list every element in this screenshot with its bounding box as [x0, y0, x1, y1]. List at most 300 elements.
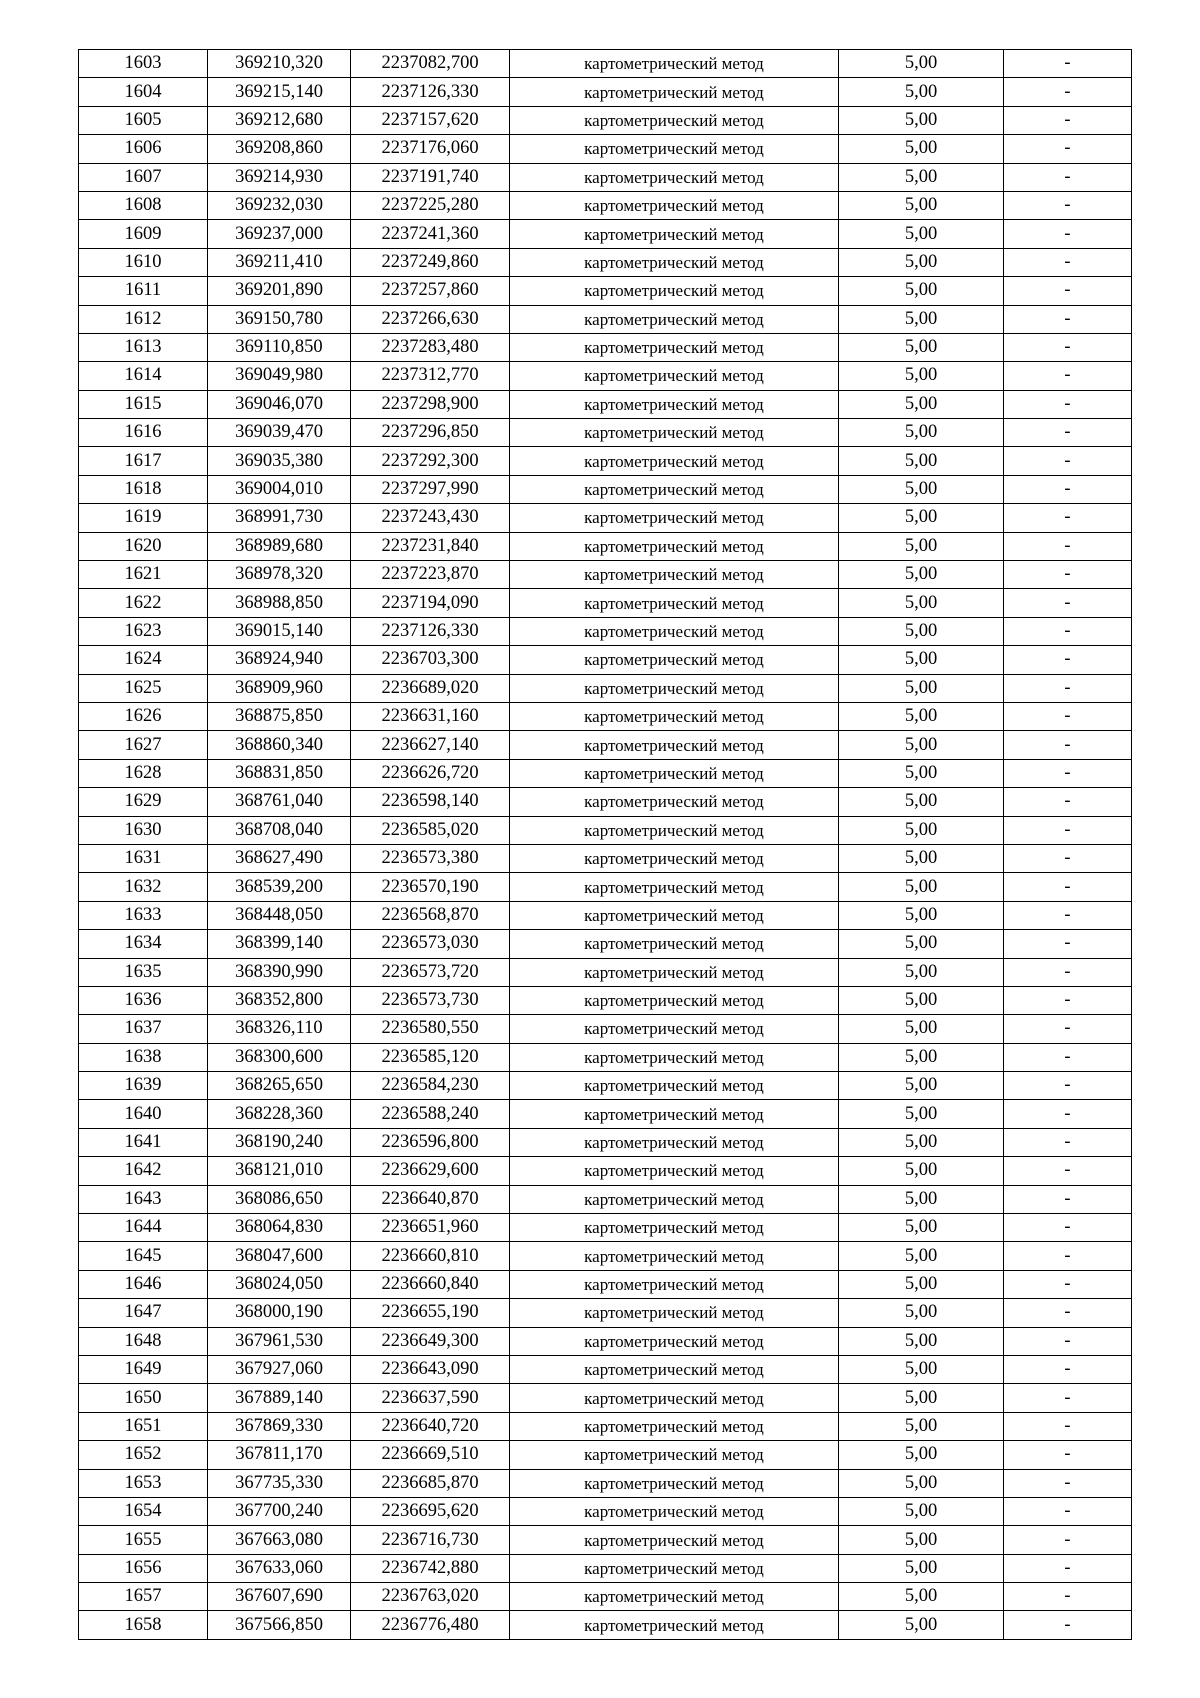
point-number-cell: 1645: [79, 1242, 208, 1270]
table-row: [79, 390, 1132, 418]
accuracy-cell: 5,00: [839, 1015, 1004, 1043]
accuracy-cell: 5,00: [839, 248, 1004, 276]
accuracy-cell: 5,00: [839, 1185, 1004, 1213]
x-coordinate-cell: 367889,140: [208, 1384, 351, 1412]
accuracy-cell: 5,00: [839, 901, 1004, 929]
table-row: [79, 1214, 1132, 1242]
accuracy-cell: 5,00: [839, 1157, 1004, 1185]
point-number-cell: 1633: [79, 901, 208, 929]
x-coordinate-cell: 368924,940: [208, 646, 351, 674]
table-row: [79, 1526, 1132, 1554]
accuracy-cell: 5,00: [839, 759, 1004, 787]
point-number-cell: 1632: [79, 873, 208, 901]
table-row: [79, 1270, 1132, 1298]
accuracy-cell: 5,00: [839, 986, 1004, 1014]
point-number-cell: 1607: [79, 163, 208, 191]
table-row: [79, 589, 1132, 617]
y-coordinate-cell: 2237249,860: [351, 248, 510, 276]
method-cell: картометрический метод: [510, 1185, 839, 1213]
point-number-cell: 1636: [79, 986, 208, 1014]
method-cell: картометрический метод: [510, 220, 839, 248]
point-number-cell: 1628: [79, 759, 208, 787]
y-coordinate-cell: 2237157,620: [351, 106, 510, 134]
point-number-cell: 1614: [79, 362, 208, 390]
method-cell: картометрический метод: [510, 674, 839, 702]
description-cell: -: [1004, 390, 1132, 418]
point-number-cell: 1646: [79, 1270, 208, 1298]
y-coordinate-cell: 2237266,630: [351, 305, 510, 333]
x-coordinate-cell: 368989,680: [208, 532, 351, 560]
method-cell: картометрический метод: [510, 617, 839, 645]
accuracy-cell: 5,00: [839, 1128, 1004, 1156]
description-cell: -: [1004, 277, 1132, 305]
y-coordinate-cell: 2236570,190: [351, 873, 510, 901]
description-cell: -: [1004, 674, 1132, 702]
method-cell: картометрический метод: [510, 986, 839, 1014]
x-coordinate-cell: 369208,860: [208, 135, 351, 163]
x-coordinate-cell: 369215,140: [208, 78, 351, 106]
x-coordinate-cell: 369004,010: [208, 475, 351, 503]
accuracy-cell: 5,00: [839, 220, 1004, 248]
description-cell: -: [1004, 305, 1132, 333]
method-cell: картометрический метод: [510, 788, 839, 816]
y-coordinate-cell: 2236660,810: [351, 1242, 510, 1270]
y-coordinate-cell: 2236627,140: [351, 731, 510, 759]
description-cell: -: [1004, 1355, 1132, 1383]
accuracy-cell: 5,00: [839, 958, 1004, 986]
table-row: [79, 1015, 1132, 1043]
x-coordinate-cell: 368448,050: [208, 901, 351, 929]
description-cell: -: [1004, 702, 1132, 730]
y-coordinate-cell: 2236637,590: [351, 1384, 510, 1412]
accuracy-cell: 5,00: [839, 1583, 1004, 1611]
method-cell: картометрический метод: [510, 532, 839, 560]
table-row: [79, 844, 1132, 872]
y-coordinate-cell: 2236573,380: [351, 844, 510, 872]
y-coordinate-cell: 2237292,300: [351, 447, 510, 475]
point-number-cell: 1644: [79, 1214, 208, 1242]
y-coordinate-cell: 2237225,280: [351, 191, 510, 219]
x-coordinate-cell: 368064,830: [208, 1214, 351, 1242]
table-row: [79, 1384, 1132, 1412]
method-cell: картометрический метод: [510, 333, 839, 361]
description-cell: -: [1004, 1412, 1132, 1440]
x-coordinate-cell: 368300,600: [208, 1043, 351, 1071]
method-cell: картометрический метод: [510, 362, 839, 390]
table-row: [79, 135, 1132, 163]
description-cell: -: [1004, 532, 1132, 560]
point-number-cell: 1658: [79, 1611, 208, 1639]
description-cell: -: [1004, 986, 1132, 1014]
accuracy-cell: 5,00: [839, 475, 1004, 503]
description-cell: -: [1004, 901, 1132, 929]
y-coordinate-cell: 2236660,840: [351, 1270, 510, 1298]
table-row: [79, 731, 1132, 759]
description-cell: -: [1004, 561, 1132, 589]
y-coordinate-cell: 2236640,720: [351, 1412, 510, 1440]
method-cell: картометрический метод: [510, 504, 839, 532]
description-cell: -: [1004, 1299, 1132, 1327]
y-coordinate-cell: 2236584,230: [351, 1072, 510, 1100]
method-cell: картометрический метод: [510, 873, 839, 901]
point-number-cell: 1608: [79, 191, 208, 219]
description-cell: -: [1004, 504, 1132, 532]
method-cell: картометрический метод: [510, 1526, 839, 1554]
table-row: [79, 1554, 1132, 1582]
method-cell: картометрический метод: [510, 1412, 839, 1440]
point-number-cell: 1629: [79, 788, 208, 816]
accuracy-cell: 5,00: [839, 816, 1004, 844]
y-coordinate-cell: 2236742,880: [351, 1554, 510, 1582]
accuracy-cell: 5,00: [839, 1214, 1004, 1242]
x-coordinate-cell: 368399,140: [208, 930, 351, 958]
x-coordinate-cell: 368000,190: [208, 1299, 351, 1327]
method-cell: картометрический метод: [510, 1299, 839, 1327]
y-coordinate-cell: 2236763,020: [351, 1583, 510, 1611]
accuracy-cell: 5,00: [839, 873, 1004, 901]
accuracy-cell: 5,00: [839, 646, 1004, 674]
accuracy-cell: 5,00: [839, 1100, 1004, 1128]
accuracy-cell: 5,00: [839, 674, 1004, 702]
point-number-cell: 1655: [79, 1526, 208, 1554]
table-row: [79, 1327, 1132, 1355]
point-number-cell: 1652: [79, 1441, 208, 1469]
description-cell: -: [1004, 958, 1132, 986]
accuracy-cell: 5,00: [839, 702, 1004, 730]
y-coordinate-cell: 2236631,160: [351, 702, 510, 730]
method-cell: картометрический метод: [510, 1441, 839, 1469]
accuracy-cell: 5,00: [839, 731, 1004, 759]
method-cell: картометрический метод: [510, 930, 839, 958]
y-coordinate-cell: 2237296,850: [351, 419, 510, 447]
point-number-cell: 1639: [79, 1072, 208, 1100]
method-cell: картометрический метод: [510, 1072, 839, 1100]
accuracy-cell: 5,00: [839, 532, 1004, 560]
x-coordinate-cell: 368831,850: [208, 759, 351, 787]
x-coordinate-cell: 369049,980: [208, 362, 351, 390]
description-cell: -: [1004, 362, 1132, 390]
y-coordinate-cell: 2236568,870: [351, 901, 510, 929]
x-coordinate-cell: 368024,050: [208, 1270, 351, 1298]
x-coordinate-cell: 367961,530: [208, 1327, 351, 1355]
accuracy-cell: 5,00: [839, 930, 1004, 958]
point-number-cell: 1609: [79, 220, 208, 248]
method-cell: картометрический метод: [510, 475, 839, 503]
point-number-cell: 1606: [79, 135, 208, 163]
accuracy-cell: 5,00: [839, 788, 1004, 816]
point-number-cell: 1610: [79, 248, 208, 276]
point-number-cell: 1611: [79, 277, 208, 305]
description-cell: -: [1004, 447, 1132, 475]
table-row: [79, 759, 1132, 787]
point-number-cell: 1638: [79, 1043, 208, 1071]
y-coordinate-cell: 2236716,730: [351, 1526, 510, 1554]
description-cell: -: [1004, 788, 1132, 816]
accuracy-cell: 5,00: [839, 617, 1004, 645]
x-coordinate-cell: 369211,410: [208, 248, 351, 276]
x-coordinate-cell: 368761,040: [208, 788, 351, 816]
point-number-cell: 1621: [79, 561, 208, 589]
y-coordinate-cell: 2236598,140: [351, 788, 510, 816]
method-cell: картометрический метод: [510, 248, 839, 276]
table-row: [79, 1412, 1132, 1440]
accuracy-cell: 5,00: [839, 844, 1004, 872]
description-cell: -: [1004, 873, 1132, 901]
method-cell: картометрический метод: [510, 1583, 839, 1611]
coordinates-table: [78, 49, 1132, 1640]
table-row: [79, 1497, 1132, 1525]
accuracy-cell: 5,00: [839, 1327, 1004, 1355]
accuracy-cell: 5,00: [839, 447, 1004, 475]
x-coordinate-cell: 369110,850: [208, 333, 351, 361]
table-row: [79, 561, 1132, 589]
point-number-cell: 1653: [79, 1469, 208, 1497]
point-number-cell: 1656: [79, 1554, 208, 1582]
y-coordinate-cell: 2236669,510: [351, 1441, 510, 1469]
description-cell: -: [1004, 248, 1132, 276]
description-cell: -: [1004, 1327, 1132, 1355]
table-row: [79, 504, 1132, 532]
point-number-cell: 1634: [79, 930, 208, 958]
y-coordinate-cell: 2236649,300: [351, 1327, 510, 1355]
y-coordinate-cell: 2236585,120: [351, 1043, 510, 1071]
point-number-cell: 1615: [79, 390, 208, 418]
table-row: [79, 305, 1132, 333]
table-row: [79, 1157, 1132, 1185]
y-coordinate-cell: 2236573,030: [351, 930, 510, 958]
method-cell: картометрический метод: [510, 1355, 839, 1383]
y-coordinate-cell: 2236651,960: [351, 1214, 510, 1242]
x-coordinate-cell: 369150,780: [208, 305, 351, 333]
method-cell: картометрический метод: [510, 78, 839, 106]
accuracy-cell: 5,00: [839, 1043, 1004, 1071]
description-cell: -: [1004, 731, 1132, 759]
accuracy-cell: 5,00: [839, 305, 1004, 333]
description-cell: -: [1004, 1214, 1132, 1242]
table-body: [79, 50, 1132, 1640]
accuracy-cell: 5,00: [839, 1384, 1004, 1412]
x-coordinate-cell: 367735,330: [208, 1469, 351, 1497]
description-cell: -: [1004, 1100, 1132, 1128]
method-cell: картометрический метод: [510, 1611, 839, 1639]
accuracy-cell: 5,00: [839, 362, 1004, 390]
method-cell: картометрический метод: [510, 844, 839, 872]
table-row: [79, 1355, 1132, 1383]
x-coordinate-cell: 368047,600: [208, 1242, 351, 1270]
x-coordinate-cell: 367700,240: [208, 1497, 351, 1525]
accuracy-cell: 5,00: [839, 333, 1004, 361]
method-cell: картометрический метод: [510, 163, 839, 191]
method-cell: картометрический метод: [510, 1100, 839, 1128]
method-cell: картометрический метод: [510, 958, 839, 986]
accuracy-cell: 5,00: [839, 504, 1004, 532]
method-cell: картометрический метод: [510, 561, 839, 589]
x-coordinate-cell: 368991,730: [208, 504, 351, 532]
method-cell: картометрический метод: [510, 1128, 839, 1156]
y-coordinate-cell: 2237194,090: [351, 589, 510, 617]
x-coordinate-cell: 367633,060: [208, 1554, 351, 1582]
x-coordinate-cell: 367566,850: [208, 1611, 351, 1639]
table-row: [79, 646, 1132, 674]
point-number-cell: 1651: [79, 1412, 208, 1440]
x-coordinate-cell: 368121,010: [208, 1157, 351, 1185]
method-cell: картометрический метод: [510, 1497, 839, 1525]
table-row: [79, 1469, 1132, 1497]
y-coordinate-cell: 2237223,870: [351, 561, 510, 589]
point-number-cell: 1624: [79, 646, 208, 674]
description-cell: -: [1004, 1242, 1132, 1270]
method-cell: картометрический метод: [510, 731, 839, 759]
table-row: [79, 191, 1132, 219]
method-cell: картометрический метод: [510, 1015, 839, 1043]
accuracy-cell: 5,00: [839, 1412, 1004, 1440]
accuracy-cell: 5,00: [839, 1270, 1004, 1298]
description-cell: -: [1004, 1554, 1132, 1582]
description-cell: -: [1004, 475, 1132, 503]
point-number-cell: 1650: [79, 1384, 208, 1412]
method-cell: картометрический метод: [510, 1214, 839, 1242]
method-cell: картометрический метод: [510, 589, 839, 617]
y-coordinate-cell: 2236640,870: [351, 1185, 510, 1213]
x-coordinate-cell: 367663,080: [208, 1526, 351, 1554]
description-cell: -: [1004, 220, 1132, 248]
description-cell: -: [1004, 419, 1132, 447]
table-row: [79, 1185, 1132, 1213]
accuracy-cell: 5,00: [839, 561, 1004, 589]
description-cell: -: [1004, 78, 1132, 106]
description-cell: -: [1004, 50, 1132, 78]
point-number-cell: 1657: [79, 1583, 208, 1611]
method-cell: картометрический метод: [510, 135, 839, 163]
point-number-cell: 1648: [79, 1327, 208, 1355]
table-row: [79, 106, 1132, 134]
x-coordinate-cell: 367927,060: [208, 1355, 351, 1383]
description-cell: -: [1004, 1185, 1132, 1213]
table-row: [79, 1441, 1132, 1469]
point-number-cell: 1630: [79, 816, 208, 844]
description-cell: -: [1004, 333, 1132, 361]
point-number-cell: 1637: [79, 1015, 208, 1043]
description-cell: -: [1004, 1043, 1132, 1071]
description-cell: -: [1004, 1497, 1132, 1525]
x-coordinate-cell: 368988,850: [208, 589, 351, 617]
method-cell: картометрический метод: [510, 646, 839, 674]
y-coordinate-cell: 2237297,990: [351, 475, 510, 503]
y-coordinate-cell: 2237191,740: [351, 163, 510, 191]
table-row: [79, 248, 1132, 276]
x-coordinate-cell: 367607,690: [208, 1583, 351, 1611]
description-cell: -: [1004, 1270, 1132, 1298]
method-cell: картометрический метод: [510, 1270, 839, 1298]
x-coordinate-cell: 367811,170: [208, 1441, 351, 1469]
table-row: [79, 532, 1132, 560]
accuracy-cell: 5,00: [839, 191, 1004, 219]
description-cell: -: [1004, 163, 1132, 191]
x-coordinate-cell: 368627,490: [208, 844, 351, 872]
table-row: [79, 419, 1132, 447]
y-coordinate-cell: 2237176,060: [351, 135, 510, 163]
description-cell: -: [1004, 844, 1132, 872]
table-row: [79, 447, 1132, 475]
point-number-cell: 1635: [79, 958, 208, 986]
description-cell: -: [1004, 646, 1132, 674]
x-coordinate-cell: 369237,000: [208, 220, 351, 248]
method-cell: картометрический метод: [510, 419, 839, 447]
x-coordinate-cell: 367869,330: [208, 1412, 351, 1440]
table-row: [79, 873, 1132, 901]
y-coordinate-cell: 2237082,700: [351, 50, 510, 78]
y-coordinate-cell: 2236585,020: [351, 816, 510, 844]
table-row: [79, 901, 1132, 929]
description-cell: -: [1004, 930, 1132, 958]
point-number-cell: 1649: [79, 1355, 208, 1383]
description-cell: -: [1004, 1469, 1132, 1497]
method-cell: картометрический метод: [510, 305, 839, 333]
point-number-cell: 1603: [79, 50, 208, 78]
y-coordinate-cell: 2236629,600: [351, 1157, 510, 1185]
method-cell: картометрический метод: [510, 1554, 839, 1582]
point-number-cell: 1640: [79, 1100, 208, 1128]
x-coordinate-cell: 368539,200: [208, 873, 351, 901]
table-row: [79, 1299, 1132, 1327]
method-cell: картометрический метод: [510, 759, 839, 787]
accuracy-cell: 5,00: [839, 1526, 1004, 1554]
x-coordinate-cell: 368708,040: [208, 816, 351, 844]
method-cell: картометрический метод: [510, 106, 839, 134]
point-number-cell: 1617: [79, 447, 208, 475]
accuracy-cell: 5,00: [839, 1072, 1004, 1100]
method-cell: картометрический метод: [510, 191, 839, 219]
y-coordinate-cell: 2236588,240: [351, 1100, 510, 1128]
y-coordinate-cell: 2236695,620: [351, 1497, 510, 1525]
x-coordinate-cell: 368860,340: [208, 731, 351, 759]
table-row: [79, 163, 1132, 191]
x-coordinate-cell: 369015,140: [208, 617, 351, 645]
x-coordinate-cell: 369046,070: [208, 390, 351, 418]
accuracy-cell: 5,00: [839, 390, 1004, 418]
accuracy-cell: 5,00: [839, 1242, 1004, 1270]
x-coordinate-cell: 368978,320: [208, 561, 351, 589]
point-number-cell: 1620: [79, 532, 208, 560]
x-coordinate-cell: 369039,470: [208, 419, 351, 447]
method-cell: картометрический метод: [510, 1157, 839, 1185]
point-number-cell: 1654: [79, 1497, 208, 1525]
x-coordinate-cell: 368326,110: [208, 1015, 351, 1043]
y-coordinate-cell: 2236689,020: [351, 674, 510, 702]
y-coordinate-cell: 2237126,330: [351, 78, 510, 106]
accuracy-cell: 5,00: [839, 106, 1004, 134]
y-coordinate-cell: 2236573,720: [351, 958, 510, 986]
description-cell: -: [1004, 1015, 1132, 1043]
table-row: [79, 986, 1132, 1014]
point-number-cell: 1642: [79, 1157, 208, 1185]
y-coordinate-cell: 2236580,550: [351, 1015, 510, 1043]
accuracy-cell: 5,00: [839, 135, 1004, 163]
x-coordinate-cell: 368228,360: [208, 1100, 351, 1128]
y-coordinate-cell: 2236685,870: [351, 1469, 510, 1497]
table-row: [79, 1611, 1132, 1639]
x-coordinate-cell: 368265,650: [208, 1072, 351, 1100]
y-coordinate-cell: 2236626,720: [351, 759, 510, 787]
point-number-cell: 1641: [79, 1128, 208, 1156]
method-cell: картометрический метод: [510, 1327, 839, 1355]
point-number-cell: 1623: [79, 617, 208, 645]
method-cell: картометрический метод: [510, 1384, 839, 1412]
point-number-cell: 1605: [79, 106, 208, 134]
method-cell: картометрический метод: [510, 390, 839, 418]
description-cell: -: [1004, 135, 1132, 163]
accuracy-cell: 5,00: [839, 50, 1004, 78]
